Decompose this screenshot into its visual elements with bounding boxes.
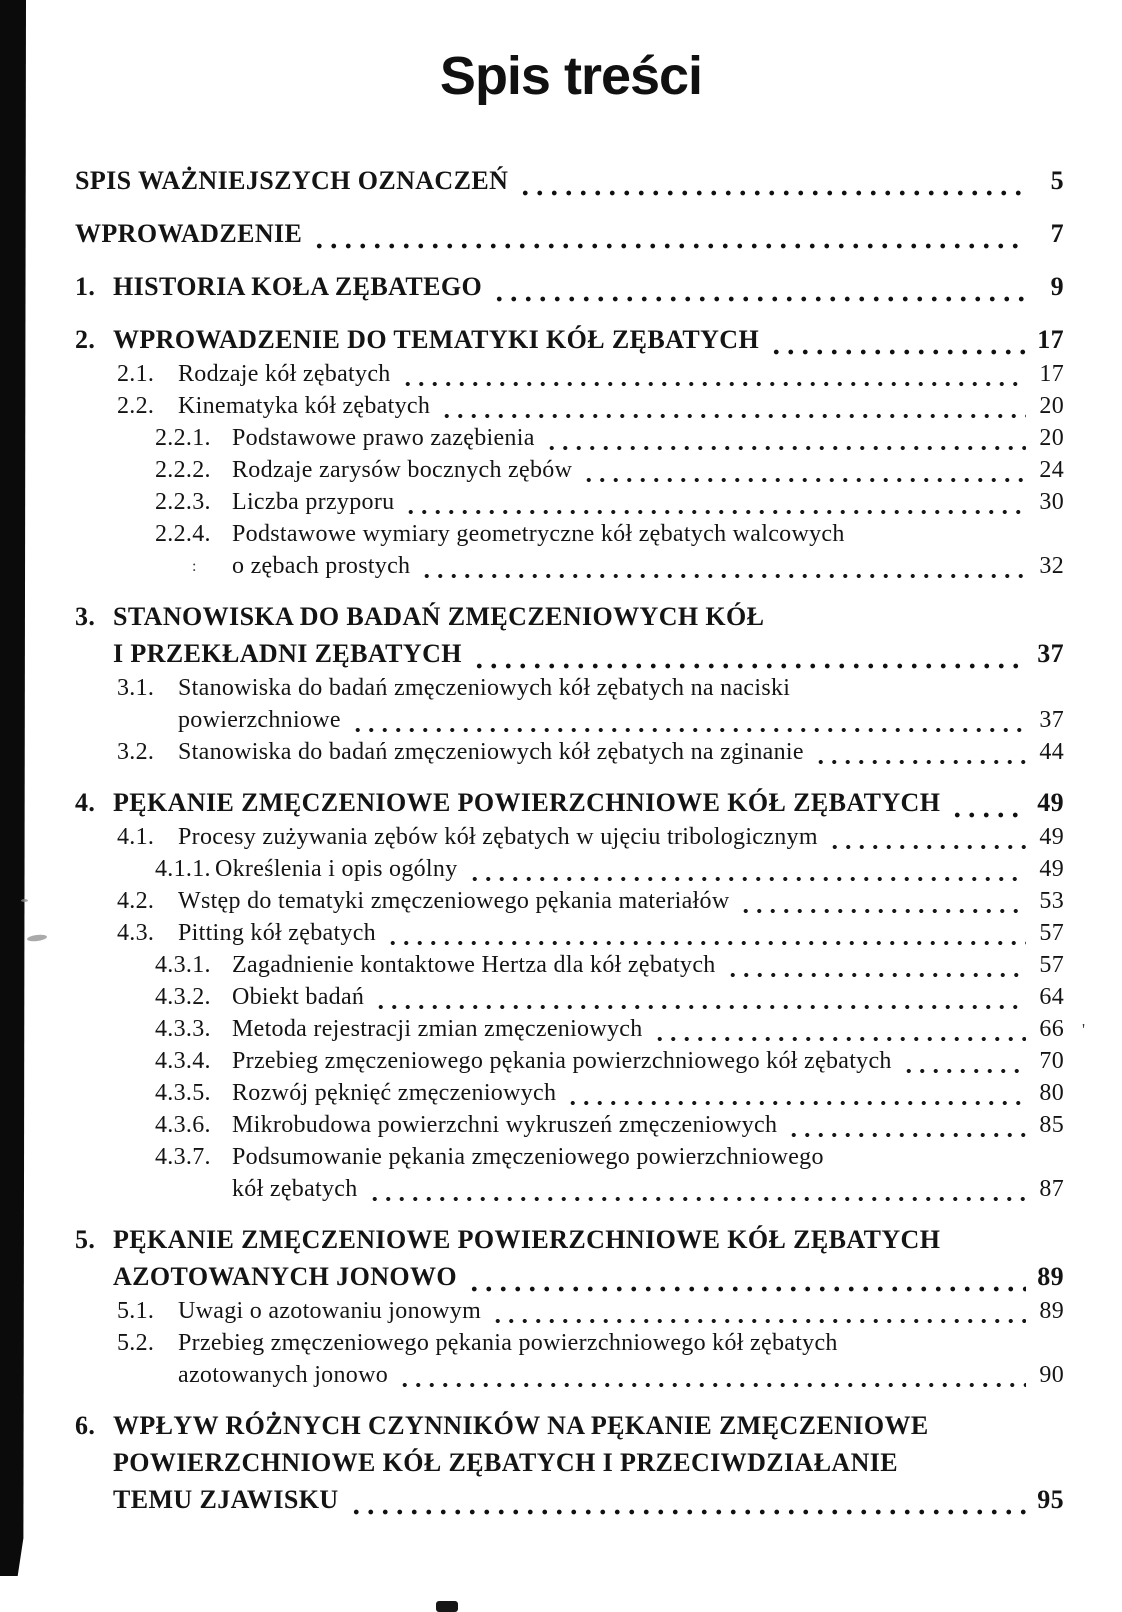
scan-artifact-mark: :	[192, 558, 197, 575]
entry-label: Uwagi o azotowaniu jonowym	[178, 1298, 482, 1324]
entry-number: 2.2.1.	[155, 425, 211, 451]
entry-page-number: 80	[1039, 1080, 1064, 1106]
dot-leader	[582, 477, 1026, 483]
entry-label: Rodzaje zarysów bocznych zębów	[232, 457, 573, 483]
scan-artifact-mark: '	[1082, 1020, 1086, 1039]
toc-line	[75, 598, 1064, 635]
dot-leader	[491, 1318, 1026, 1324]
dot-leader	[787, 1132, 1026, 1138]
toc-entry	[75, 1141, 1064, 1205]
entry-page-number: 85	[1039, 1112, 1064, 1138]
entry-label: PĘKANIE ZMĘCZENIOWE POWIERZCHNIOWE KÓŁ ZĘBATYCH	[113, 1225, 941, 1254]
dot-leader	[566, 1100, 1026, 1106]
entry-label: Przebieg zmęczeniowego pękania powierzchniowego kół zębatych	[232, 1048, 892, 1074]
toc-entry	[75, 1077, 1064, 1109]
toc-entry	[75, 486, 1064, 518]
toc-entry	[75, 215, 1064, 252]
toc-entry	[75, 1045, 1064, 1077]
toc-entry	[75, 821, 1064, 853]
scan-artifact-bottom-tick	[436, 1601, 458, 1612]
dot-leader	[653, 1036, 1026, 1042]
entry-label: Rodzaje kół zębatych	[178, 361, 391, 387]
dot-leader	[312, 243, 1026, 249]
dot-leader	[726, 972, 1026, 978]
toc-entry	[75, 784, 1064, 821]
toc-line	[75, 1444, 1064, 1481]
entry-page-number: 70	[1039, 1048, 1064, 1074]
entry-label: Przebieg zmęczeniowego pękania powierzchniowego kół zębatych	[178, 1330, 838, 1356]
entry-label: Pitting kół zębatych	[178, 920, 376, 946]
entry-number: 5.2.	[117, 1330, 155, 1356]
entry-number: 3.1.	[117, 675, 155, 701]
toc-line	[75, 821, 1064, 853]
entry-label: WPROWADZENIE DO TEMATYKI KÓŁ ZĘBATYCH	[113, 325, 760, 354]
toc-line	[75, 268, 1064, 305]
toc-line	[75, 1258, 1064, 1295]
toc-line	[75, 853, 1064, 885]
toc-line	[75, 454, 1064, 486]
entry-label: Podstawowe wymiary geometryczne kół zębatych walcowych	[232, 521, 845, 547]
toc-line	[75, 358, 1064, 390]
entry-number: 2.2.	[117, 393, 155, 419]
toc-line	[75, 784, 1064, 821]
toc-line	[75, 1327, 1064, 1359]
toc-line	[75, 162, 1064, 199]
toc-entry	[75, 518, 1064, 582]
toc-line	[75, 981, 1064, 1013]
dot-leader	[950, 812, 1026, 818]
entry-page-number: 20	[1039, 425, 1064, 451]
entry-page-number: 20	[1039, 393, 1064, 419]
dot-leader	[739, 908, 1026, 914]
entry-label: STANOWISKA DO BADAŃ ZMĘCZENIOWYCH KÓŁ	[113, 602, 765, 631]
dot-leader	[349, 1509, 1026, 1515]
dot-leader	[828, 844, 1026, 850]
entry-page-number: 57	[1039, 952, 1064, 978]
entry-number: 3.2.	[117, 739, 155, 765]
entry-page-number: 37	[1039, 707, 1064, 733]
entry-label: PĘKANIE ZMĘCZENIOWE POWIERZCHNIOWE KÓŁ ZĘBATYCH	[113, 788, 941, 817]
toc-entry	[75, 321, 1064, 358]
toc-entry	[75, 736, 1064, 768]
toc-entry	[75, 162, 1064, 199]
entry-label: Kinematyka kół zębatych	[178, 393, 431, 419]
entry-page-number: 30	[1039, 489, 1064, 515]
page-title: Spis treści	[439, 46, 703, 106]
toc-line	[75, 672, 1064, 704]
dot-leader	[420, 573, 1026, 579]
entry-label: HISTORIA KOŁA ZĘBATEGO	[113, 272, 483, 301]
entry-label: SPIS WAŻNIEJSZYCH OZNACZEŃ	[75, 166, 509, 195]
entry-label: POWIERZCHNIOWE KÓŁ ZĘBATYCH I PRZECIWDZIAŁANIE	[113, 1448, 899, 1477]
entry-number: 4.3.7.	[155, 1144, 211, 1170]
entry-page-number: 24	[1039, 457, 1064, 483]
entry-number: 4.3.4.	[155, 1048, 211, 1074]
toc-entry	[75, 981, 1064, 1013]
toc-line	[75, 885, 1064, 917]
toc-line	[75, 1077, 1064, 1109]
dot-leader	[368, 1196, 1026, 1202]
entry-label: kół zębatych	[232, 1176, 358, 1202]
entry-label: Zagadnienie kontaktowe Hertza dla kół zębatych	[232, 952, 716, 978]
toc-line	[75, 1295, 1064, 1327]
entry-page-number: 9	[1050, 272, 1064, 301]
toc-entry	[75, 672, 1064, 736]
entry-label: I PRZEKŁADNI ZĘBATYCH	[113, 639, 462, 668]
entry-label: Podsumowanie pękania zmęczeniowego powierzchniowego	[232, 1144, 824, 1170]
toc-entry	[75, 1013, 1064, 1045]
toc-line	[75, 635, 1064, 672]
toc-line	[75, 917, 1064, 949]
entry-page-number: 37	[1037, 639, 1064, 668]
toc-entry	[75, 454, 1064, 486]
entry-number: 4.	[75, 788, 96, 817]
entry-number: 4.3.5.	[155, 1080, 211, 1106]
entry-number: 1.	[75, 272, 96, 301]
entry-label: o zębach prostych	[232, 553, 411, 579]
entry-number: 3.	[75, 602, 96, 631]
dot-leader	[351, 727, 1026, 733]
toc-entry	[75, 422, 1064, 454]
entry-number: 5.	[75, 1225, 96, 1254]
toc-entry	[75, 598, 1064, 672]
toc-line	[75, 1221, 1064, 1258]
toc-line	[75, 1109, 1064, 1141]
entry-label: powierzchniowe	[178, 707, 341, 733]
toc-line	[75, 1407, 1064, 1444]
toc-entry	[75, 949, 1064, 981]
toc-entry	[75, 885, 1064, 917]
toc-line	[75, 550, 1064, 582]
entry-page-number: 5	[1050, 166, 1064, 195]
entry-label: azotowanych jonowo	[178, 1362, 389, 1388]
entry-label: Procesy zużywania zębów kół zębatych w ujęciu tribologicznym	[178, 824, 818, 850]
entry-page-number: 57	[1039, 920, 1064, 946]
entry-page-number: 17	[1039, 361, 1064, 387]
toc-line	[75, 704, 1064, 736]
entry-label: WPROWADZENIE	[75, 219, 303, 248]
entry-number: 5.1.	[117, 1298, 155, 1324]
scan-artifact-left-bar	[0, 0, 26, 1576]
dot-leader	[468, 876, 1026, 882]
entry-number: 2.2.3.	[155, 489, 211, 515]
toc-line	[75, 321, 1064, 358]
toc-entry	[75, 1407, 1064, 1518]
toc-entry	[75, 358, 1064, 390]
toc-line	[75, 1013, 1064, 1045]
entry-label: Podstawowe prawo zazębienia	[232, 425, 535, 451]
entry-page-number: 32	[1039, 553, 1064, 579]
entry-number: 4.3.	[117, 920, 155, 946]
entry-page-number: 95	[1037, 1485, 1064, 1514]
dot-leader	[814, 759, 1026, 765]
entry-page-number: 53	[1039, 888, 1064, 914]
entry-page-number: 89	[1039, 1298, 1064, 1324]
entry-number: 4.1.	[117, 824, 155, 850]
toc-entry	[75, 853, 1064, 885]
toc-line	[75, 1045, 1064, 1077]
entry-label: Liczba przyporu	[232, 489, 395, 515]
toc-entry	[75, 1221, 1064, 1295]
entry-number: 4.1.1.	[155, 856, 211, 882]
entry-page-number: 7	[1050, 219, 1064, 248]
toc-line	[75, 486, 1064, 518]
toc-line	[75, 390, 1064, 422]
toc-entry	[75, 390, 1064, 422]
entry-label: Wstęp do tematyki zmęczeniowego pękania materiałów	[178, 888, 730, 914]
dot-leader	[401, 381, 1026, 387]
entry-number: 4.2.	[117, 888, 155, 914]
toc-line	[75, 215, 1064, 252]
entry-label: Obiekt badań	[232, 984, 365, 1010]
entry-label: Stanowiska do badań zmęczeniowych kół zębatych na naciski	[178, 675, 791, 701]
dot-leader	[902, 1068, 1026, 1074]
dot-leader	[440, 413, 1026, 419]
dot-leader	[518, 190, 1026, 196]
entry-label: Określenia i opis ogólny	[215, 856, 458, 882]
dot-leader	[769, 349, 1026, 355]
dot-leader	[492, 296, 1026, 302]
toc-line	[75, 1359, 1064, 1391]
entry-page-number: 49	[1039, 824, 1064, 850]
entry-label: Rozwój pęknięć zmęczeniowych	[232, 1080, 557, 1106]
toc-entry	[75, 917, 1064, 949]
entry-label: WPŁYW RÓŻNYCH CZYNNIKÓW NA PĘKANIE ZMĘCZENIOWE	[113, 1411, 929, 1440]
entry-label: Mikrobudowa powierzchni wykruszeń zmęczeniowych	[232, 1112, 778, 1138]
toc-list	[0, 162, 1122, 1518]
entry-number: 4.3.2.	[155, 984, 211, 1010]
entry-page-number: 17	[1037, 325, 1064, 354]
entry-page-number: 87	[1039, 1176, 1064, 1202]
toc-line	[75, 949, 1064, 981]
entry-page-number: 89	[1037, 1262, 1064, 1291]
toc-entry	[75, 1295, 1064, 1327]
dot-leader	[386, 940, 1026, 946]
dot-leader	[472, 663, 1026, 669]
entry-number: 4.3.6.	[155, 1112, 211, 1138]
entry-page-number: 44	[1039, 739, 1064, 765]
entry-label: AZOTOWANYCH JONOWO	[113, 1262, 458, 1291]
entry-number: 4.3.1.	[155, 952, 211, 978]
toc-line	[75, 736, 1064, 768]
toc-line	[75, 422, 1064, 454]
entry-page-number: 49	[1037, 788, 1064, 817]
entry-page-number: 49	[1039, 856, 1064, 882]
entry-number: 2.	[75, 325, 96, 354]
toc-line	[75, 518, 1064, 550]
toc-entry	[75, 268, 1064, 305]
entry-number: 2.1.	[117, 361, 155, 387]
toc-line	[75, 1173, 1064, 1205]
entry-number: 6.	[75, 1411, 96, 1440]
entry-page-number: 66	[1039, 1016, 1064, 1042]
toc-line	[75, 1481, 1064, 1518]
dot-leader	[545, 445, 1026, 451]
dot-leader	[374, 1004, 1026, 1010]
dot-leader	[404, 509, 1026, 515]
entry-page-number: 64	[1039, 984, 1064, 1010]
toc-line	[75, 1141, 1064, 1173]
dot-leader	[398, 1382, 1026, 1388]
scan-artifact-smudge	[21, 899, 28, 902]
toc-entry	[75, 1109, 1064, 1141]
entry-label: Stanowiska do badań zmęczeniowych kół zębatych na zginanie	[178, 739, 804, 765]
toc-entry	[75, 1327, 1064, 1391]
entry-page-number: 90	[1039, 1362, 1064, 1388]
entry-label: Metoda rejestracji zmian zmęczeniowych	[232, 1016, 643, 1042]
entry-number: 4.3.3.	[155, 1016, 211, 1042]
dot-leader	[467, 1286, 1026, 1292]
entry-label: TEMU ZJAWISKU	[113, 1485, 339, 1514]
entry-number: 2.2.4.	[155, 521, 211, 547]
entry-number: 2.2.2.	[155, 457, 211, 483]
